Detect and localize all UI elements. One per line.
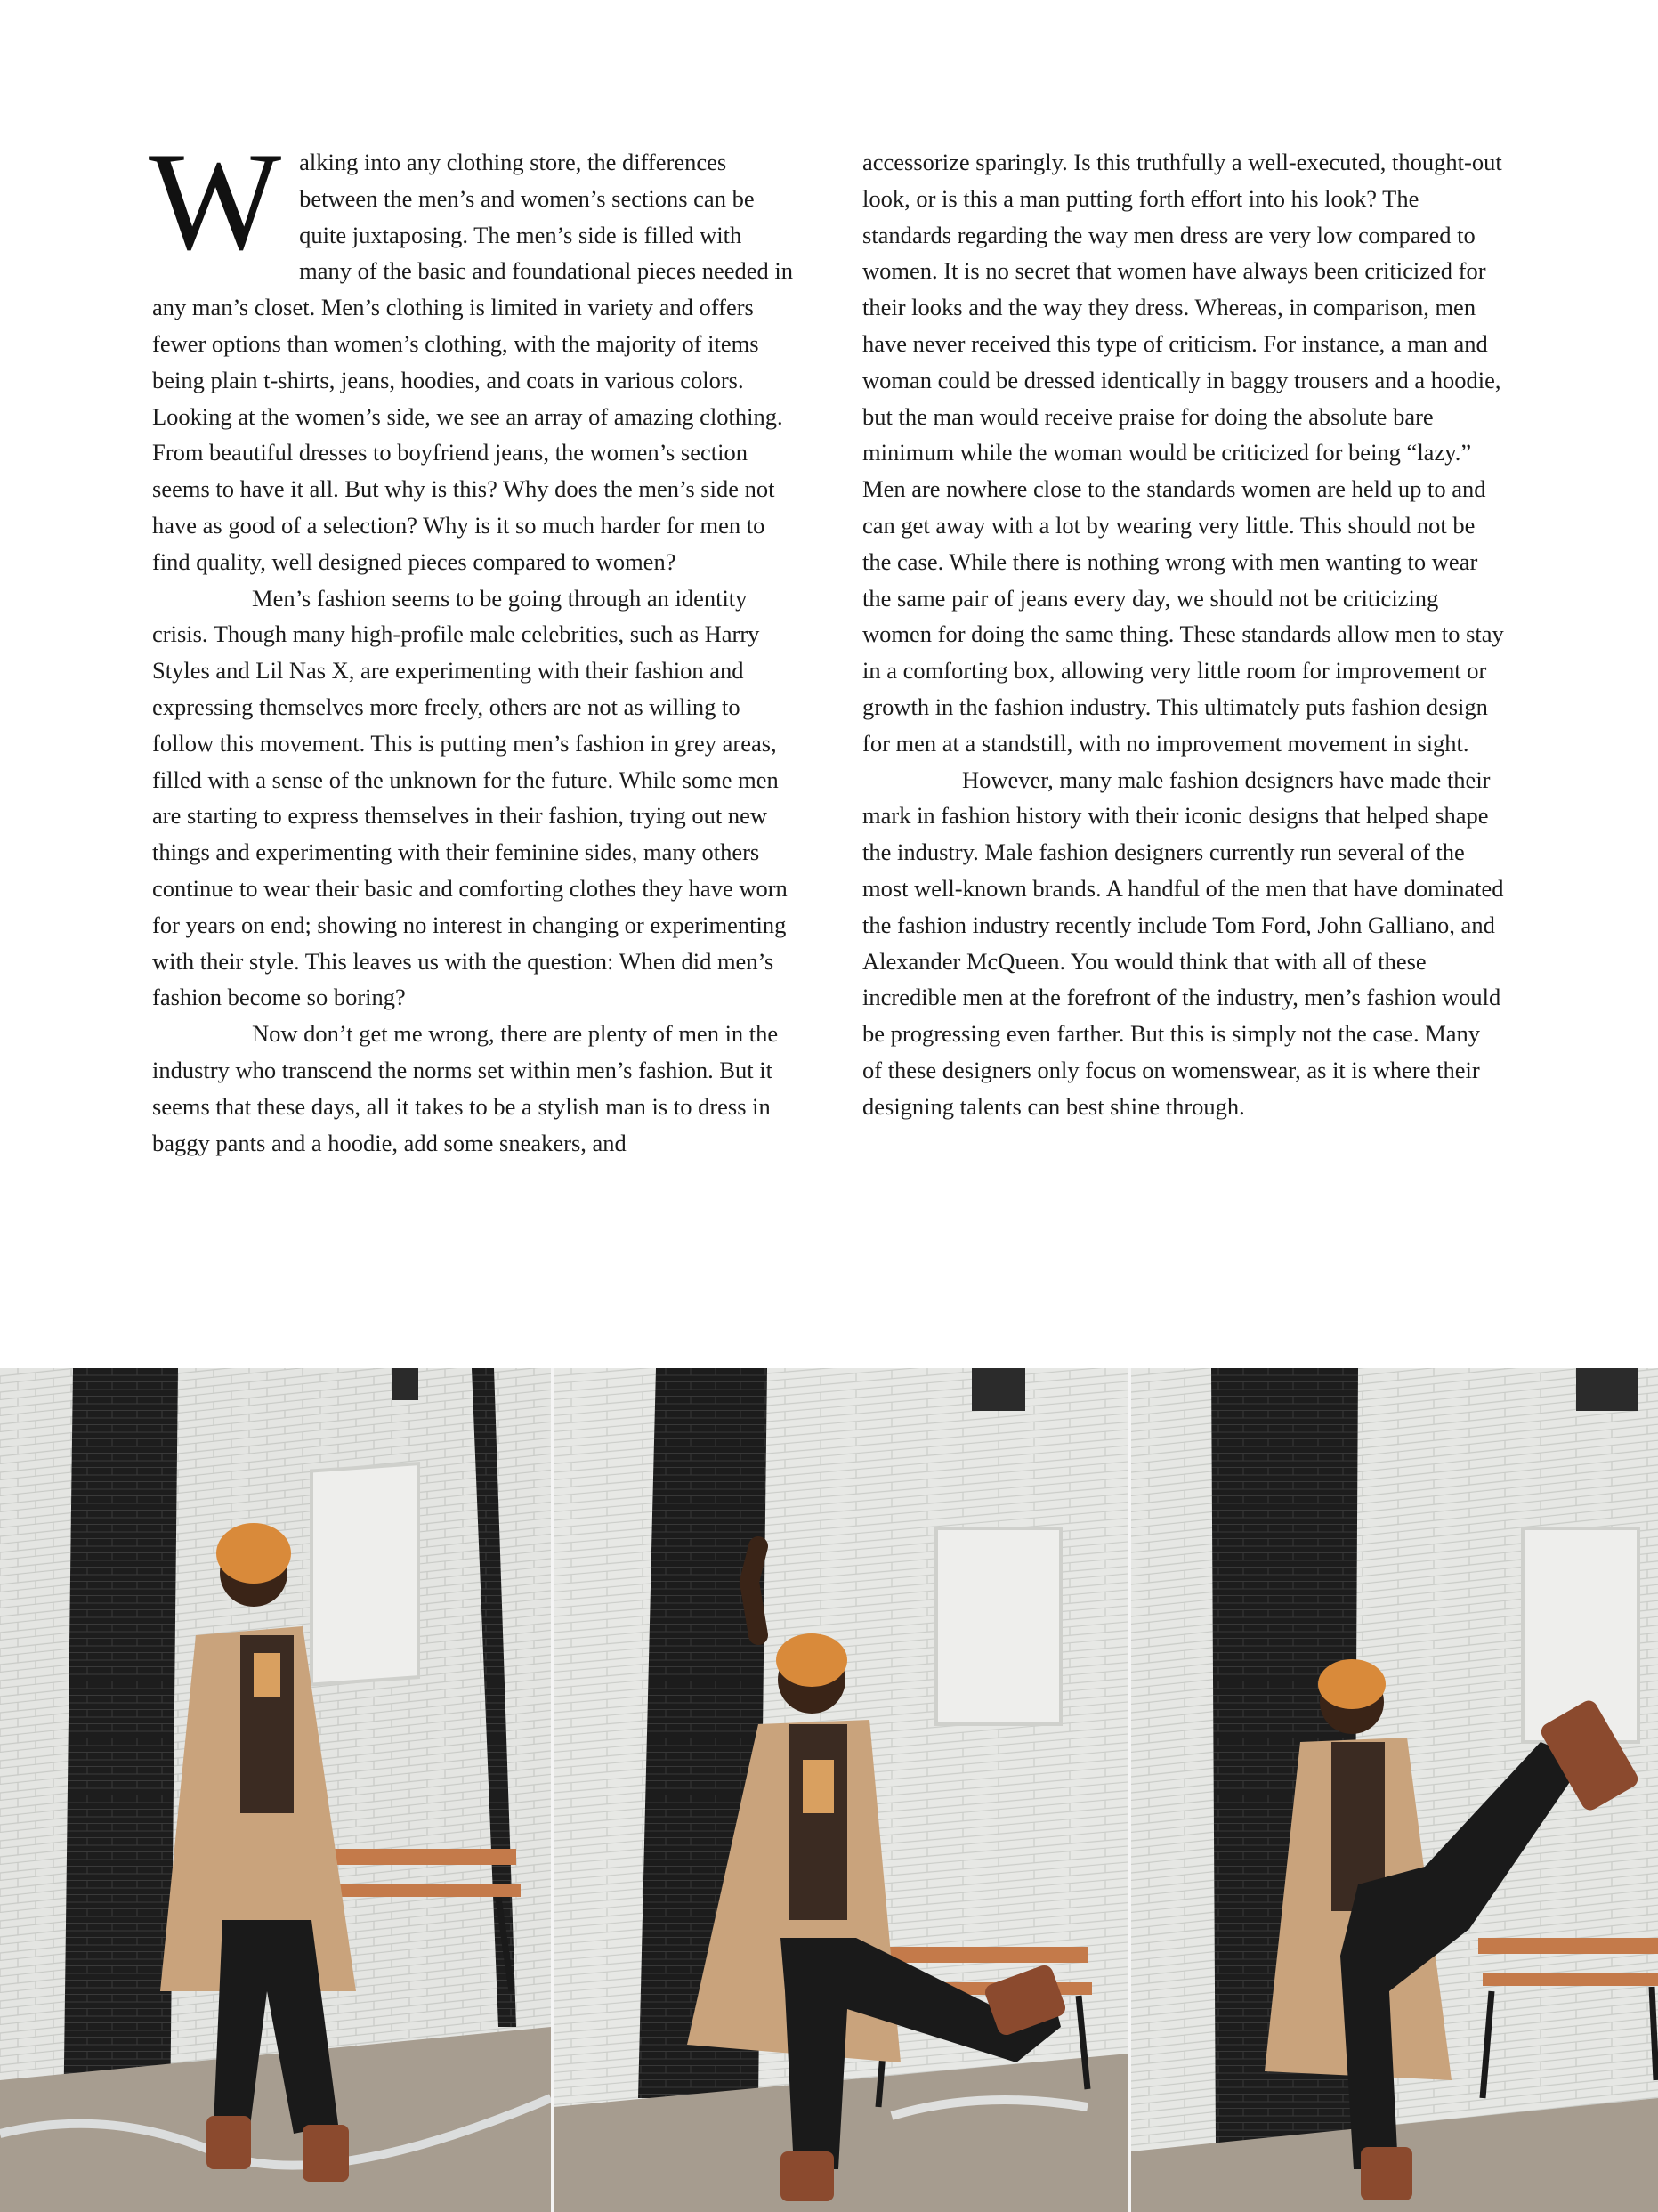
article-column-right: [862, 144, 1505, 1212]
paragraph-text: alking into any clothing store, the differences between the men’s and women’s sections can be quite juxtaposing. The men’s side is filled with many of the basic and foundational pieces needed in any man’s closet. Men’s clothing is limited in variety and offers fewer options than women’s clothing, with the majority of items being plain t-shirts, jeans, hoodies, and coats in various colors. Looking at the women’s side, we see an array of amazing clothing. From beautiful dresses to boyfriend jeans, the women’s section seems to have it all. But why is this? Why does the men’s side not have as good of a selection? Why is it so much harder for men to find quality, well designed pieces compared to women?: [152, 149, 793, 575]
photo-arm-raised-kick-image: [554, 1368, 1128, 2212]
article-paragraph: Men’s fashion seems to be going through an identity crisis. Though many high-profile male celebrities, such as Harry Styles and Lil Nas X, are experimenting with their fashion and expressing themselves more freely, others are not as willing to follow this movement. This is putting men’s fashion in grey areas, filled with a sense of the unknown for the future. While some men are starting to express themselves in their fashion, trying out new things and experimenting with their feminine sides, many others continue to wear their basic and comforting clothes they have worn for years on end; showing no interest in changing or experimenting with their style. This leaves us with the question: When did men’s fashion become so boring?: [152, 584, 788, 1011]
article-column-left: [149, 124, 795, 1212]
photo-walking-image: [0, 1368, 551, 2212]
article-paragraph: accessorize sparingly. Is this truthfully a well-executed, thought-out look, or is this a man putting forth effort into his look? The standards regarding the way men dress are very low compared to women. It is no secret that women have always been criticized for their looks and the way they dress. Whereas, in comparison, men have never received this type of criticism. For instance, a man and woman could be dressed identically in baggy trousers and a hoodie, but the man would receive praise for doing the absolute bare minimum while the woman would be criticized for being “lazy.” Men are nowhere close to the standards women are held up to and can get away with a lot by wearing very little. This should not be the case. While there is nothing wrong with men wanting to wear the same pair of jeans every day, we should not be criticizing women for doing the same thing. These standards allow men to stay in a comforting box, allowing very little room for improvement or growth in the fashion industry. This ultimately puts fashion design for men at a standstill, with no improvement movement in sight.: [862, 149, 1504, 757]
article-paragraph: [149, 124, 795, 580]
drop-cap: W: [149, 124, 282, 280]
article-body: [149, 124, 1505, 1212]
photo-walking: [0, 1368, 551, 2212]
article-paragraph: However, many male fashion designers have made their mark in fashion history with their iconic designs that helped shape the industry. Male fashion designers currently run several of the most well-known brands. A handful of the men that have dominated the fashion industry recently include Tom Ford, John Galliano, and Alexander McQueen. You would think that with all of these incredible men at the forefront of the industry, men’s fashion would be progressing even farther. But this is simply not the case. Many of these designers only focus on womenswear, as it is where their designing talents can best shine through.: [862, 766, 1504, 1120]
article-paragraph: Now don’t get me wrong, there are plenty of men in the industry who transcend the norms set within men’s fashion. But it seems that these days, all it takes to be a stylish man is to dress in baggy pants and a hoodie, add some sneakers, and: [152, 1020, 779, 1156]
photo-strip: [0, 1368, 1658, 2212]
photo-high-kick-image: [1131, 1368, 1658, 2212]
photo-high-kick: [1131, 1368, 1658, 2212]
photo-arm-raised-kick: [554, 1368, 1128, 2212]
